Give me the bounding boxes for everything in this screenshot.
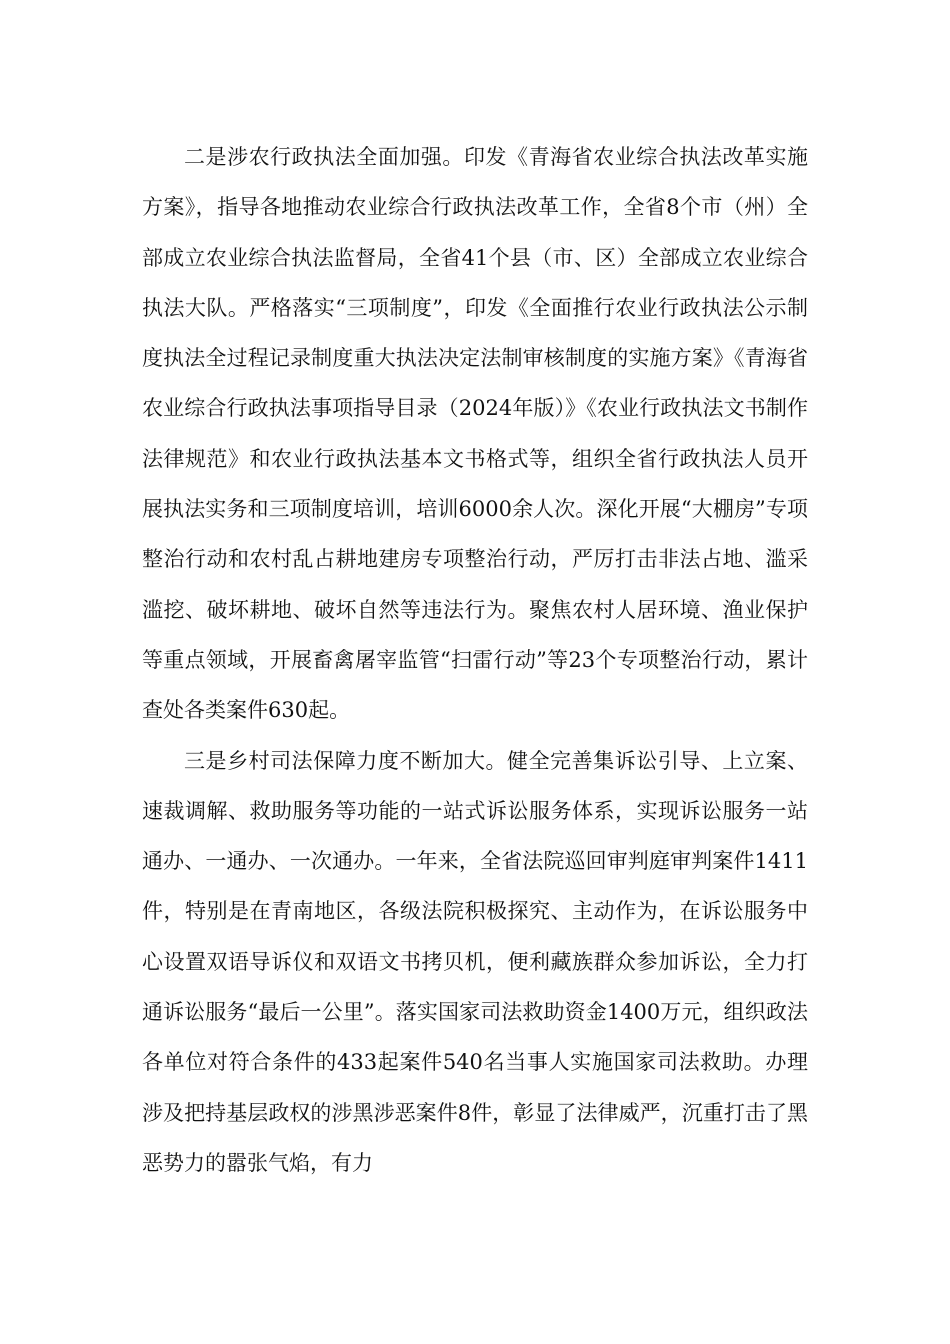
paragraph-agricultural-law-enforcement: 二是涉农行政执法全面加强。印发《青海省农业综合执法改革实施方案》，指导各地推动农业综合行政执法改革工作，全省8个市（州）全部成立农业综合执法监督局，全省41个县（市、区）全部成立农业综合执法大队。严格落实“三项制度”，印发《全面推行农业行政执法公示制度执法全过程记录制度重大执法决定法制审核制度的实施方案》《青海省农业综合行政执法事项指导目录（2024年版）》《农业行政执法文书制作法律规范》和农业行政执法基本文书格式等，组织全省行政执法人员开展执法实务和三项制度培训，培训6000余人次。深化开展“大棚房”专项整治行动和农村乱占耕地建房专项整治行动，严厉打击非法占地、滥采滥挖、破坏耕地、破坏自然等违法行为。聚焦农村人居环境、渔业保护等重点领域，开展畜禽屠宰监管“扫雷行动”等23个专项整治行动，累计查处各类案件630起。: [142, 145, 808, 723]
document-body: [142, 132, 808, 1188]
paragraph-rural-judicial-guarantee: 三是乡村司法保障力度不断加大。健全完善集诉讼引导、上立案、速裁调解、救助服务等功能的一站式诉讼服务体系，实现诉讼服务一站通办、一通办、一次通办。一年来，全省法院巡回审判庭审判案件1411件，特别是在青南地区，各级法院积极探究、主动作为，在诉讼服务中心设置双语导诉仪和双语文书拷贝机，便利藏族群众参加诉讼，全力打通诉讼服务“最后一公里”。落实国家司法救助资金1400万元，组织政法各单位对符合条件的433起案件540名当事人实施国家司法救助。办理涉及把持基层政权的涉黑涉恶案件8件，彰显了法律威严，沉重打击了黑恶势力的嚣张气焰，有力: [142, 748, 808, 1175]
